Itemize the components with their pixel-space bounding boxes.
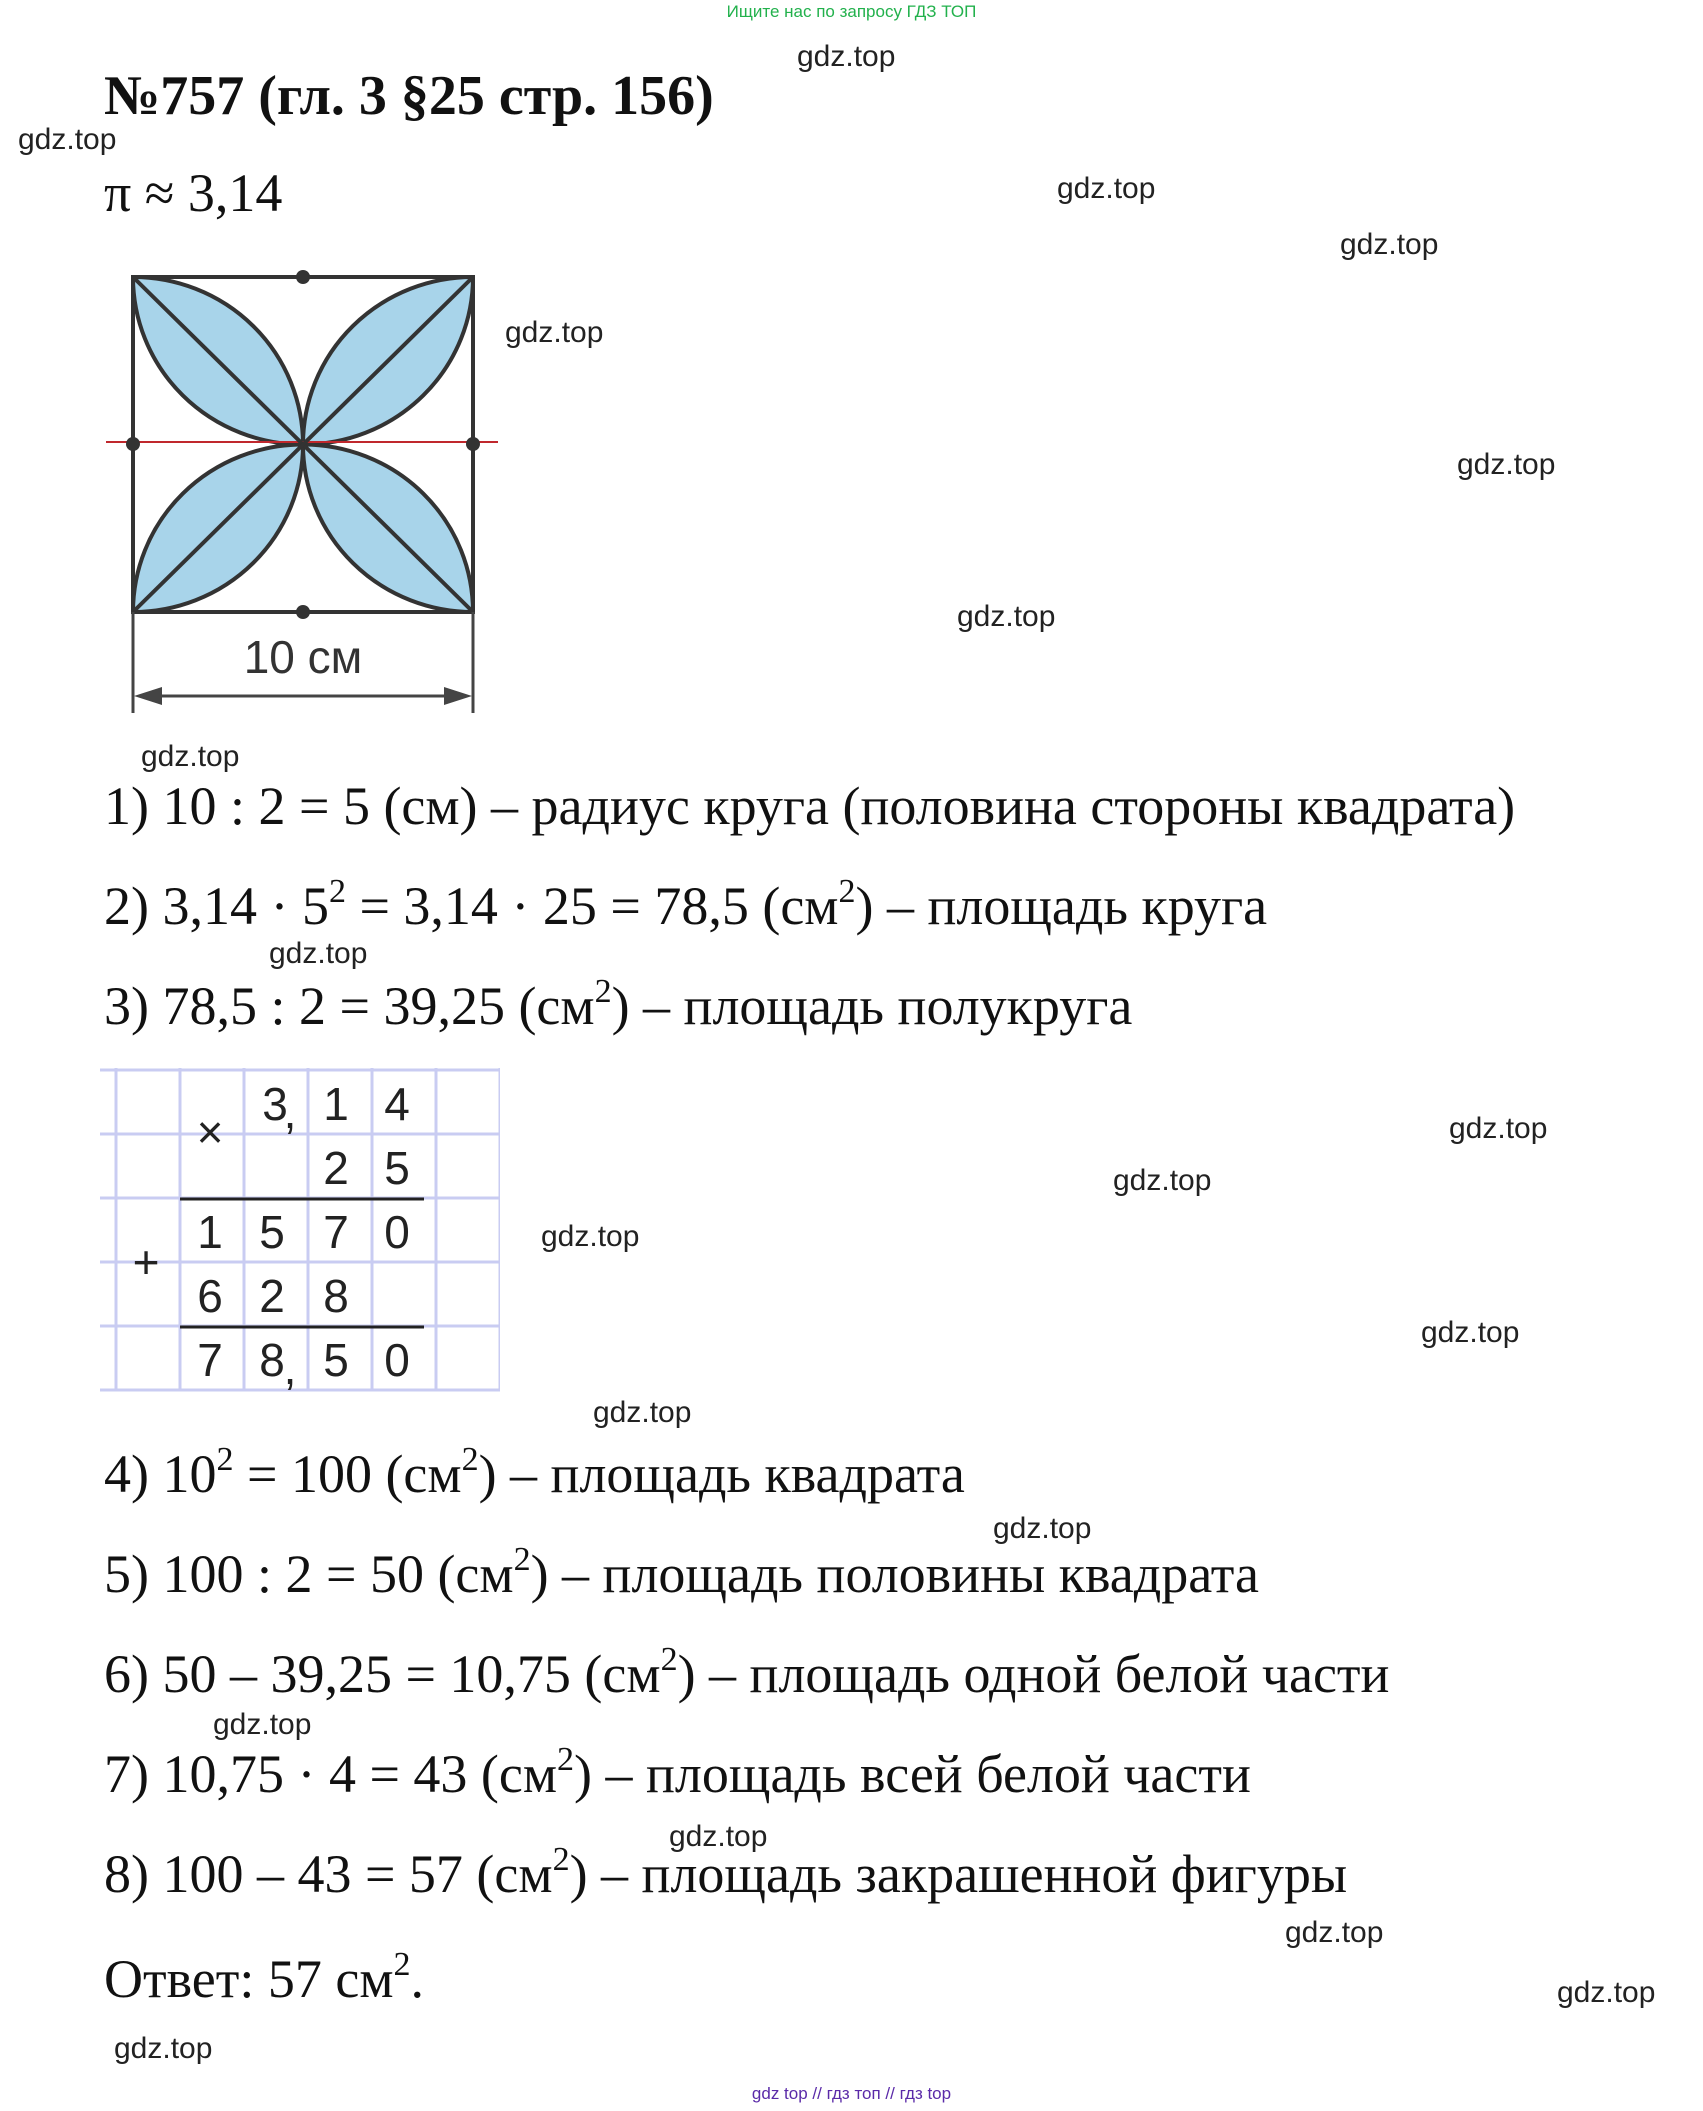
svg-text:,: , (283, 1086, 297, 1138)
watermark: gdz.top (957, 600, 1056, 633)
svg-text:7: 7 (323, 1206, 349, 1258)
watermark: gdz.top (669, 1820, 768, 1853)
answer: Ответ: 57 $см^2$. (104, 1946, 424, 2009)
step-5: 5) 100 : 2 = 50 $(см^2)$ – площадь половины квадрата (104, 1541, 1260, 1604)
watermark: gdz.top (541, 1220, 640, 1253)
times-sign: × (196, 1106, 224, 1158)
watermark: gdz.top (1340, 228, 1439, 261)
watermark: gdz.top (593, 1396, 692, 1429)
watermark: gdz.top (1557, 1976, 1656, 2009)
step-7: 7) 10,75 · 4 = 43 $(см^2)$ – площадь всей белой части (104, 1741, 1251, 1804)
watermark: gdz.top (213, 1708, 312, 1741)
top-note: Ищите нас по запросу ГДЗ ТОП (726, 2, 977, 21)
step-1: 1) 10 : 2 = 5 (см) – радиус круга (половина стороны квадрата) (104, 776, 1516, 836)
watermark: gdz.top (1457, 448, 1556, 481)
svg-text:1: 1 (323, 1078, 349, 1130)
step-8: 8) 100 – 43 = 57 $(см^2)$ – площадь закрашенной фигуры (104, 1841, 1348, 1904)
page-title: №757 (гл. 3 §25 стр. 156) (104, 65, 714, 127)
svg-text:7: 7 (197, 1334, 223, 1386)
side-length-label: 10 см (243, 631, 363, 683)
midpoint-top (296, 270, 310, 284)
watermark: gdz.top (18, 123, 117, 156)
step-6: 6) 50 – 39,25 = 10,75 $(см^2)$ – площадь одной белой части (104, 1641, 1390, 1704)
svg-text:0: 0 (384, 1206, 410, 1258)
svg-text:3: 3 (262, 1078, 288, 1130)
midpoint-right (466, 437, 480, 451)
watermark: gdz.top (505, 316, 604, 349)
watermark: gdz.top (1421, 1316, 1520, 1349)
svg-text:2: 2 (259, 1270, 285, 1322)
watermark: gdz.top (114, 2032, 213, 2065)
svg-text:,: , (283, 1342, 297, 1394)
svg-text:6: 6 (197, 1270, 223, 1322)
svg-text:8: 8 (323, 1270, 349, 1322)
watermark: gdz.top (993, 1512, 1092, 1545)
step-3: 3) 78,5 : 2 = 39,25 $(см^2)$ – площадь полукруга (104, 973, 1133, 1036)
watermark: gdz.top (1113, 1164, 1212, 1197)
midpoint-left (126, 437, 140, 451)
watermark: gdz.top (269, 937, 368, 970)
watermark: gdz.top (1449, 1112, 1548, 1145)
svg-text:5: 5 (323, 1334, 349, 1386)
svg-text:2: 2 (323, 1142, 349, 1194)
watermark: gdz.top (1285, 1916, 1384, 1949)
watermark: gdz.top (1057, 172, 1156, 205)
svg-text:5: 5 (259, 1206, 285, 1258)
pi-approximation: π ≈ 3,14 (104, 163, 283, 223)
petal-figure (100, 258, 500, 728)
midpoint-bottom (296, 605, 310, 619)
svg-text:8: 8 (259, 1334, 285, 1386)
svg-text:1: 1 (197, 1206, 223, 1258)
step-2: 2) $3,14 \cdot 5^2 = 3,14 \cdot 25 = 78,5$ $(см^2)$ – площадь круга (104, 873, 1268, 936)
plus-sign: + (132, 1236, 160, 1288)
bottom-note: gdz top // гдз топ // гдз top (751, 2084, 952, 2103)
svg-text:0: 0 (384, 1334, 410, 1386)
step-4: 4) $10^2 = 100$ $(см^2)$ – площадь квадрата (104, 1441, 965, 1504)
svg-text:5: 5 (384, 1142, 410, 1194)
multiplication-grid (100, 1068, 500, 1398)
watermark: gdz.top (797, 40, 896, 73)
svg-text:4: 4 (384, 1078, 410, 1130)
watermark: gdz.top (141, 740, 240, 773)
